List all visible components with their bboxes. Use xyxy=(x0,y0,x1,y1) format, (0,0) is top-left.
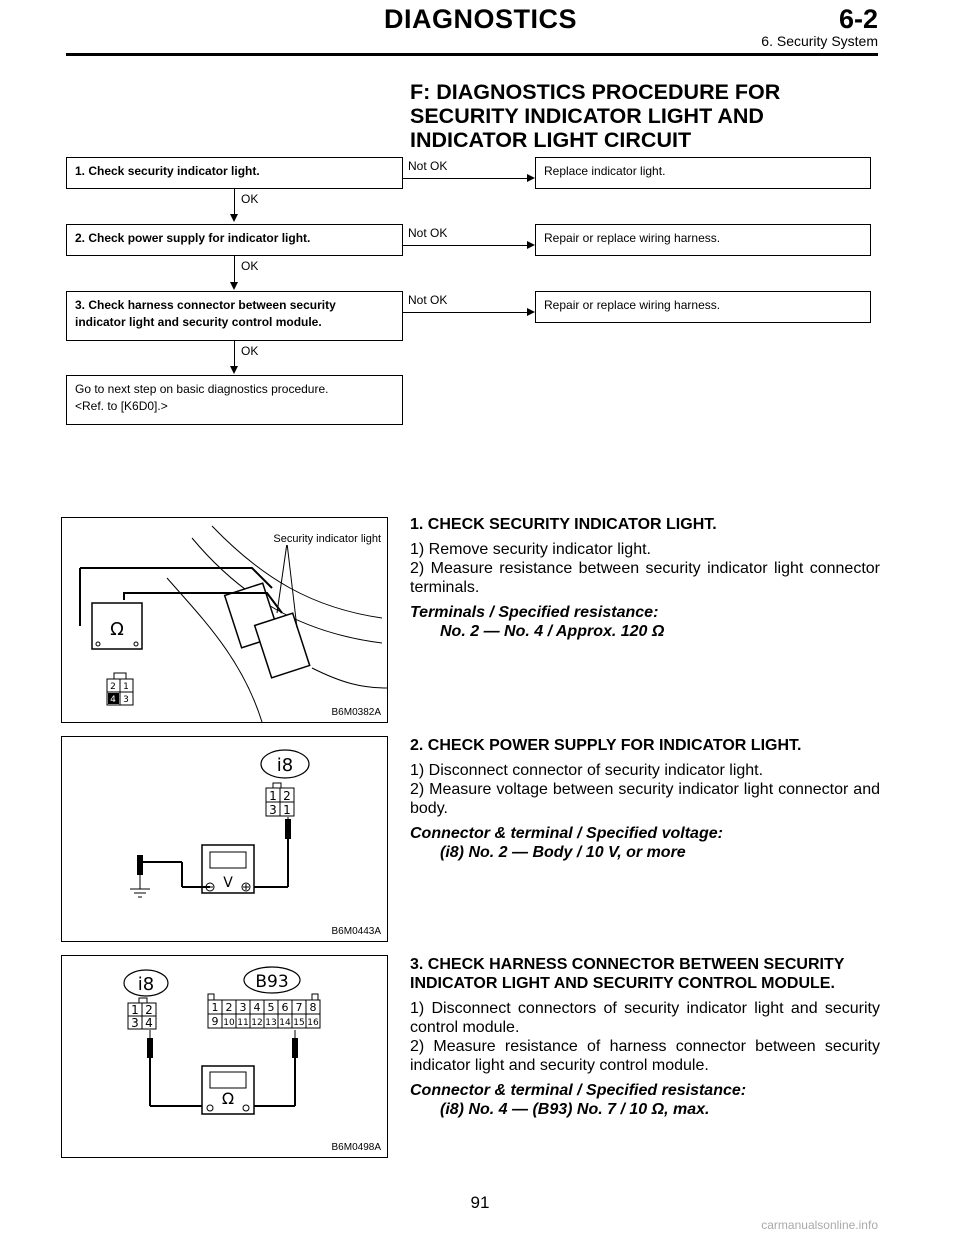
fig1-pin-4: 4 xyxy=(110,695,116,705)
proc2-spec-value: (i8) No. 2 — Body / 10 V, or more xyxy=(440,844,686,861)
figure-3-drawing xyxy=(62,956,387,1157)
flow-notok-1: Not OK xyxy=(408,159,448,173)
flow-ok-2: OK xyxy=(241,259,259,273)
flow-final-line1: Go to next step on basic diagnostics procedure. xyxy=(75,382,329,396)
flow-step-3: 3. Check harness connector between security indicator light and security control module. xyxy=(66,291,403,341)
proc1-line1: 1) Remove security indicator light. xyxy=(410,541,651,558)
fig3-b-pin-8: 8 xyxy=(309,1001,317,1014)
header-title: DIAGNOSTICS xyxy=(384,4,578,34)
fig2-pin-3: 3 xyxy=(269,803,277,817)
figure-1-drawing xyxy=(62,518,387,722)
fig3-b-pin-11: 11 xyxy=(237,1018,249,1028)
fig3-b-pin-14: 14 xyxy=(279,1018,291,1028)
figure-1 xyxy=(61,517,388,723)
page-number: 91 xyxy=(470,1193,490,1212)
fig3-b-pin-16: 16 xyxy=(307,1018,319,1028)
fig3-b-pin-3: 3 xyxy=(239,1001,247,1014)
flow-action-2: Repair or replace wiring harness. xyxy=(535,224,871,256)
flow-ok-1: OK xyxy=(241,192,259,206)
fig3-code: B6M0498A xyxy=(331,1142,381,1153)
flow-step-2: 2. Check power supply for indicator light. xyxy=(66,224,403,256)
proc1-title: 1. CHECK SECURITY INDICATOR LIGHT. xyxy=(410,516,717,533)
svg-text:Ω: Ω xyxy=(221,1089,235,1108)
svg-text:V: V xyxy=(223,875,233,891)
procedure-3 xyxy=(410,955,880,1119)
fig3-b-pin-9: 9 xyxy=(211,1015,219,1028)
fig3-a-pin-2: 2 xyxy=(145,1003,153,1017)
fig1-label: Security indicator light xyxy=(273,533,381,545)
fig3-a-pin-1: 1 xyxy=(131,1003,139,1017)
proc3-line1: 1) Disconnect connectors of security indicator light and security control module. xyxy=(410,1000,880,1036)
flow-ok-3: OK xyxy=(241,344,259,358)
fig1-pin-3: 3 xyxy=(123,695,129,705)
arrow-right-icon xyxy=(527,174,535,182)
fig3-connector-a: i8 xyxy=(137,974,155,995)
arrow-right-icon xyxy=(527,308,535,316)
section-number: 6-2 xyxy=(838,4,878,34)
fig3-a-pin-4: 4 xyxy=(145,1016,153,1030)
proc2-line2: 2) Measure voltage between security indicator light connector and body. xyxy=(410,781,880,817)
fig2-connector-label: i8 xyxy=(276,755,294,776)
fig3-b-pin-15: 15 xyxy=(293,1018,305,1028)
flow-step-1: 1. Check security indicator light. xyxy=(66,157,403,189)
proc3-line2: 2) Measure resistance of harness connector between security indicator light and security control module. xyxy=(410,1038,880,1074)
fig3-b-pin-10: 10 xyxy=(223,1018,235,1028)
fig2-pin-2: 2 xyxy=(283,789,291,803)
proc2-spec-label: Connector & terminal / Specified voltage: xyxy=(410,825,723,842)
flow-notok-3: Not OK xyxy=(408,293,448,307)
arrow-down-icon xyxy=(230,366,238,374)
fig2-code: B6M0443A xyxy=(331,926,381,937)
proc3-spec-label: Connector & terminal / Specified resistance: xyxy=(410,1082,747,1099)
proc1-line2: 2) Measure resistance between security indicator light connector terminals. xyxy=(410,560,880,596)
fig3-b-pin-6: 6 xyxy=(281,1001,289,1014)
fig3-connector-b: B93 xyxy=(255,972,289,992)
proc1-spec-label: Terminals / Specified resistance: xyxy=(410,604,659,621)
flow-final-line2: <Ref. to [K6D0].> xyxy=(75,399,168,413)
figure-2-drawing xyxy=(62,737,387,941)
proc2-line1: 1) Disconnect connector of security indicator light. xyxy=(410,762,764,779)
proc3-spec-value: (i8) No. 4 — (B93) No. 7 / 10 Ω, max. xyxy=(440,1101,710,1118)
fig3-b-pin-5: 5 xyxy=(267,1001,275,1014)
procedure-2 xyxy=(410,736,880,862)
section-subtitle: 6. Security System xyxy=(761,33,878,49)
fig3-b-pin-7: 7 xyxy=(295,1001,303,1014)
proc1-spec-value: No. 2 — No. 4 / Approx. 120 Ω xyxy=(440,623,665,640)
arrow-right-icon xyxy=(527,241,535,249)
proc2-title: 2. CHECK POWER SUPPLY FOR INDICATOR LIGHT. xyxy=(410,737,802,754)
arrow-down-icon xyxy=(230,282,238,290)
flow-notok-2: Not OK xyxy=(408,226,448,240)
fig2-pin-1: 1 xyxy=(269,789,277,803)
procedure-1 xyxy=(410,515,880,641)
flow-action-3: Repair or replace wiring harness. xyxy=(535,291,871,323)
fig3-b-pin-1: 1 xyxy=(211,1001,219,1014)
flow-final xyxy=(66,375,403,425)
fig3-b-pin-13: 13 xyxy=(265,1018,277,1028)
fig3-b-pin-2: 2 xyxy=(225,1001,233,1014)
proc3-title: 3. CHECK HARNESS CONNECTOR BETWEEN SECURITY INDICATOR LIGHT AND SECURITY CONTROL MODULE. xyxy=(410,956,845,992)
fig3-b-pin-4: 4 xyxy=(253,1001,261,1014)
flow-action-1: Replace indicator light. xyxy=(535,157,871,189)
fig1-pin-1: 1 xyxy=(123,682,129,692)
svg-text:Ω: Ω xyxy=(110,619,124,640)
figure-3 xyxy=(61,955,388,1158)
header-rule xyxy=(66,53,878,56)
fig1-pin-2: 2 xyxy=(110,682,116,692)
fig3-b-pin-12: 12 xyxy=(251,1018,263,1028)
fig3-a-pin-3: 3 xyxy=(131,1016,139,1030)
fig2-pin-1b: 1 xyxy=(283,803,291,817)
watermark: carmanualsonline.info xyxy=(761,1218,878,1232)
figure-2 xyxy=(61,736,388,942)
section-title: F: DIAGNOSTICS PROCEDURE FOR SECURITY INDICATOR LIGHT AND INDICATOR LIGHT CIRCUIT xyxy=(410,80,781,152)
arrow-down-icon xyxy=(230,214,238,222)
fig1-code: B6M0382A xyxy=(331,707,381,718)
